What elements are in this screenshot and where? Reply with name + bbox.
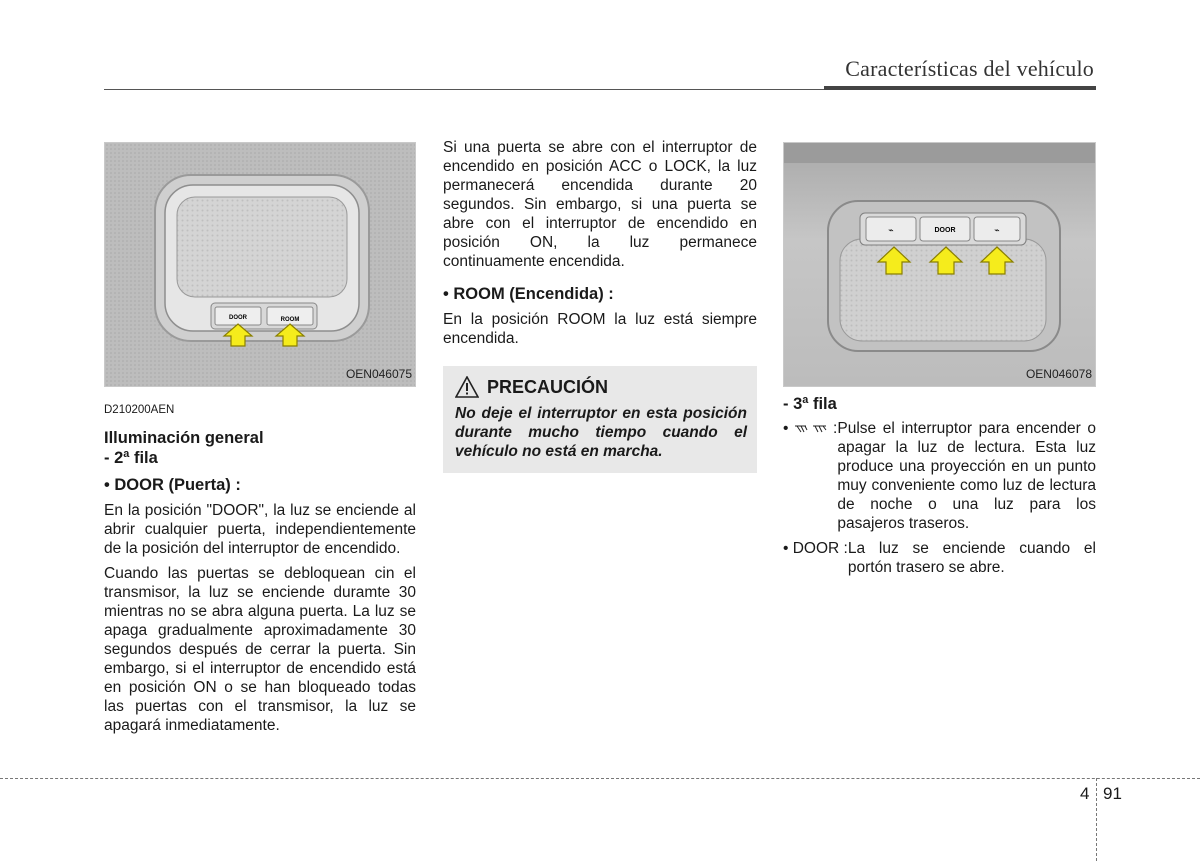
column-1 [104,142,416,735]
chapter-number: 4 [1080,784,1090,803]
bullet-text: La luz se enciende cuando el portón trasero se abre. [847,540,1096,576]
caution-text: No deje el interruptor en esta posición durante mucho tiempo cuando el vehículo no está en marcha. [455,405,747,460]
room-paragraph: En la posición ROOM la luz está siempre encendida. [443,311,757,347]
row-heading: - 3ª fila [783,395,837,413]
warning-triangle-icon [455,376,479,398]
caution-box [443,366,757,473]
caution-title [455,376,747,398]
figure-code: OEN046078 [1025,367,1092,381]
room-heading: • ROOM (Encendida) : [443,285,614,303]
door-switch-label: DOOR [934,227,956,234]
room-lamp-illustration [105,143,416,387]
door-paragraph-1: En la posición "DOOR", la luz se enciende al abrir cualquier puerta, independientemente de la posición del interruptor de encendido. [104,502,416,557]
room-switch-label: ROOM [280,317,300,323]
bullet-key: • : [783,420,838,437]
list-item [783,419,1096,533]
map-lamp-illustration [784,143,1096,387]
door-switch-label: DOOR [229,315,247,321]
map-lamp-right-icon: ⌁ [994,226,1000,236]
door-heading: • DOOR (Puerta) : [104,476,241,494]
list-item [783,539,1096,577]
door-paragraph-2: Cuando las puertas se debloquean cin el transmisor, la luz se enciende duramte 30 mientras no se abra alguna puerta. La luz se apaga gradualmente aproximadamente 30 segundos después de cerrar la puerta. Sin embargo, si el interruptor de encendido está en posición ON o se han bloqueado todas las puertas con el transmisor, la luz se apagará inmediatamente. [104,565,416,734]
acc-lock-paragraph: Si una puerta se abre con el interruptor de encendido en posición ACC o LOCK, la luz permanecerá encendida durante 20 segundos. Sin embargo, si una puerta se abre con el interruptor de encendido en posición ON, la luz permanece continuamente encendida. [443,139,757,270]
page-header-title: Características del vehículo [845,56,1094,81]
header-rule-accent [824,86,1096,90]
map-lamp-left-icon: ⌁ [888,226,894,236]
map-lamp-icon [793,423,829,435]
figure-2nd-row-lamp [104,142,416,387]
column-2 [443,138,757,473]
page-number: 91 [1103,784,1122,803]
bullet-key: • DOOR : [783,540,848,557]
column-3 [783,142,1096,577]
section-code: D210200AEN [104,404,175,416]
caution-title-text: PRECAUCIÓN [487,376,609,397]
footer-divider [1096,778,1097,861]
bullet-text: Pulse el interruptor para encender o apagar la luz de lectura. Esta luz produce una proyección en un punto muy conveniente como luz de lectura de noche o una luz para los pasajeros traseros. [837,420,1096,532]
figure-3rd-row-lamp [783,142,1096,387]
section-heading: Illuminación general [104,429,264,447]
figure-code: OEN046075 [345,367,412,381]
footer-rule [0,778,1200,779]
section-subheading: - 2ª fila [104,449,158,467]
